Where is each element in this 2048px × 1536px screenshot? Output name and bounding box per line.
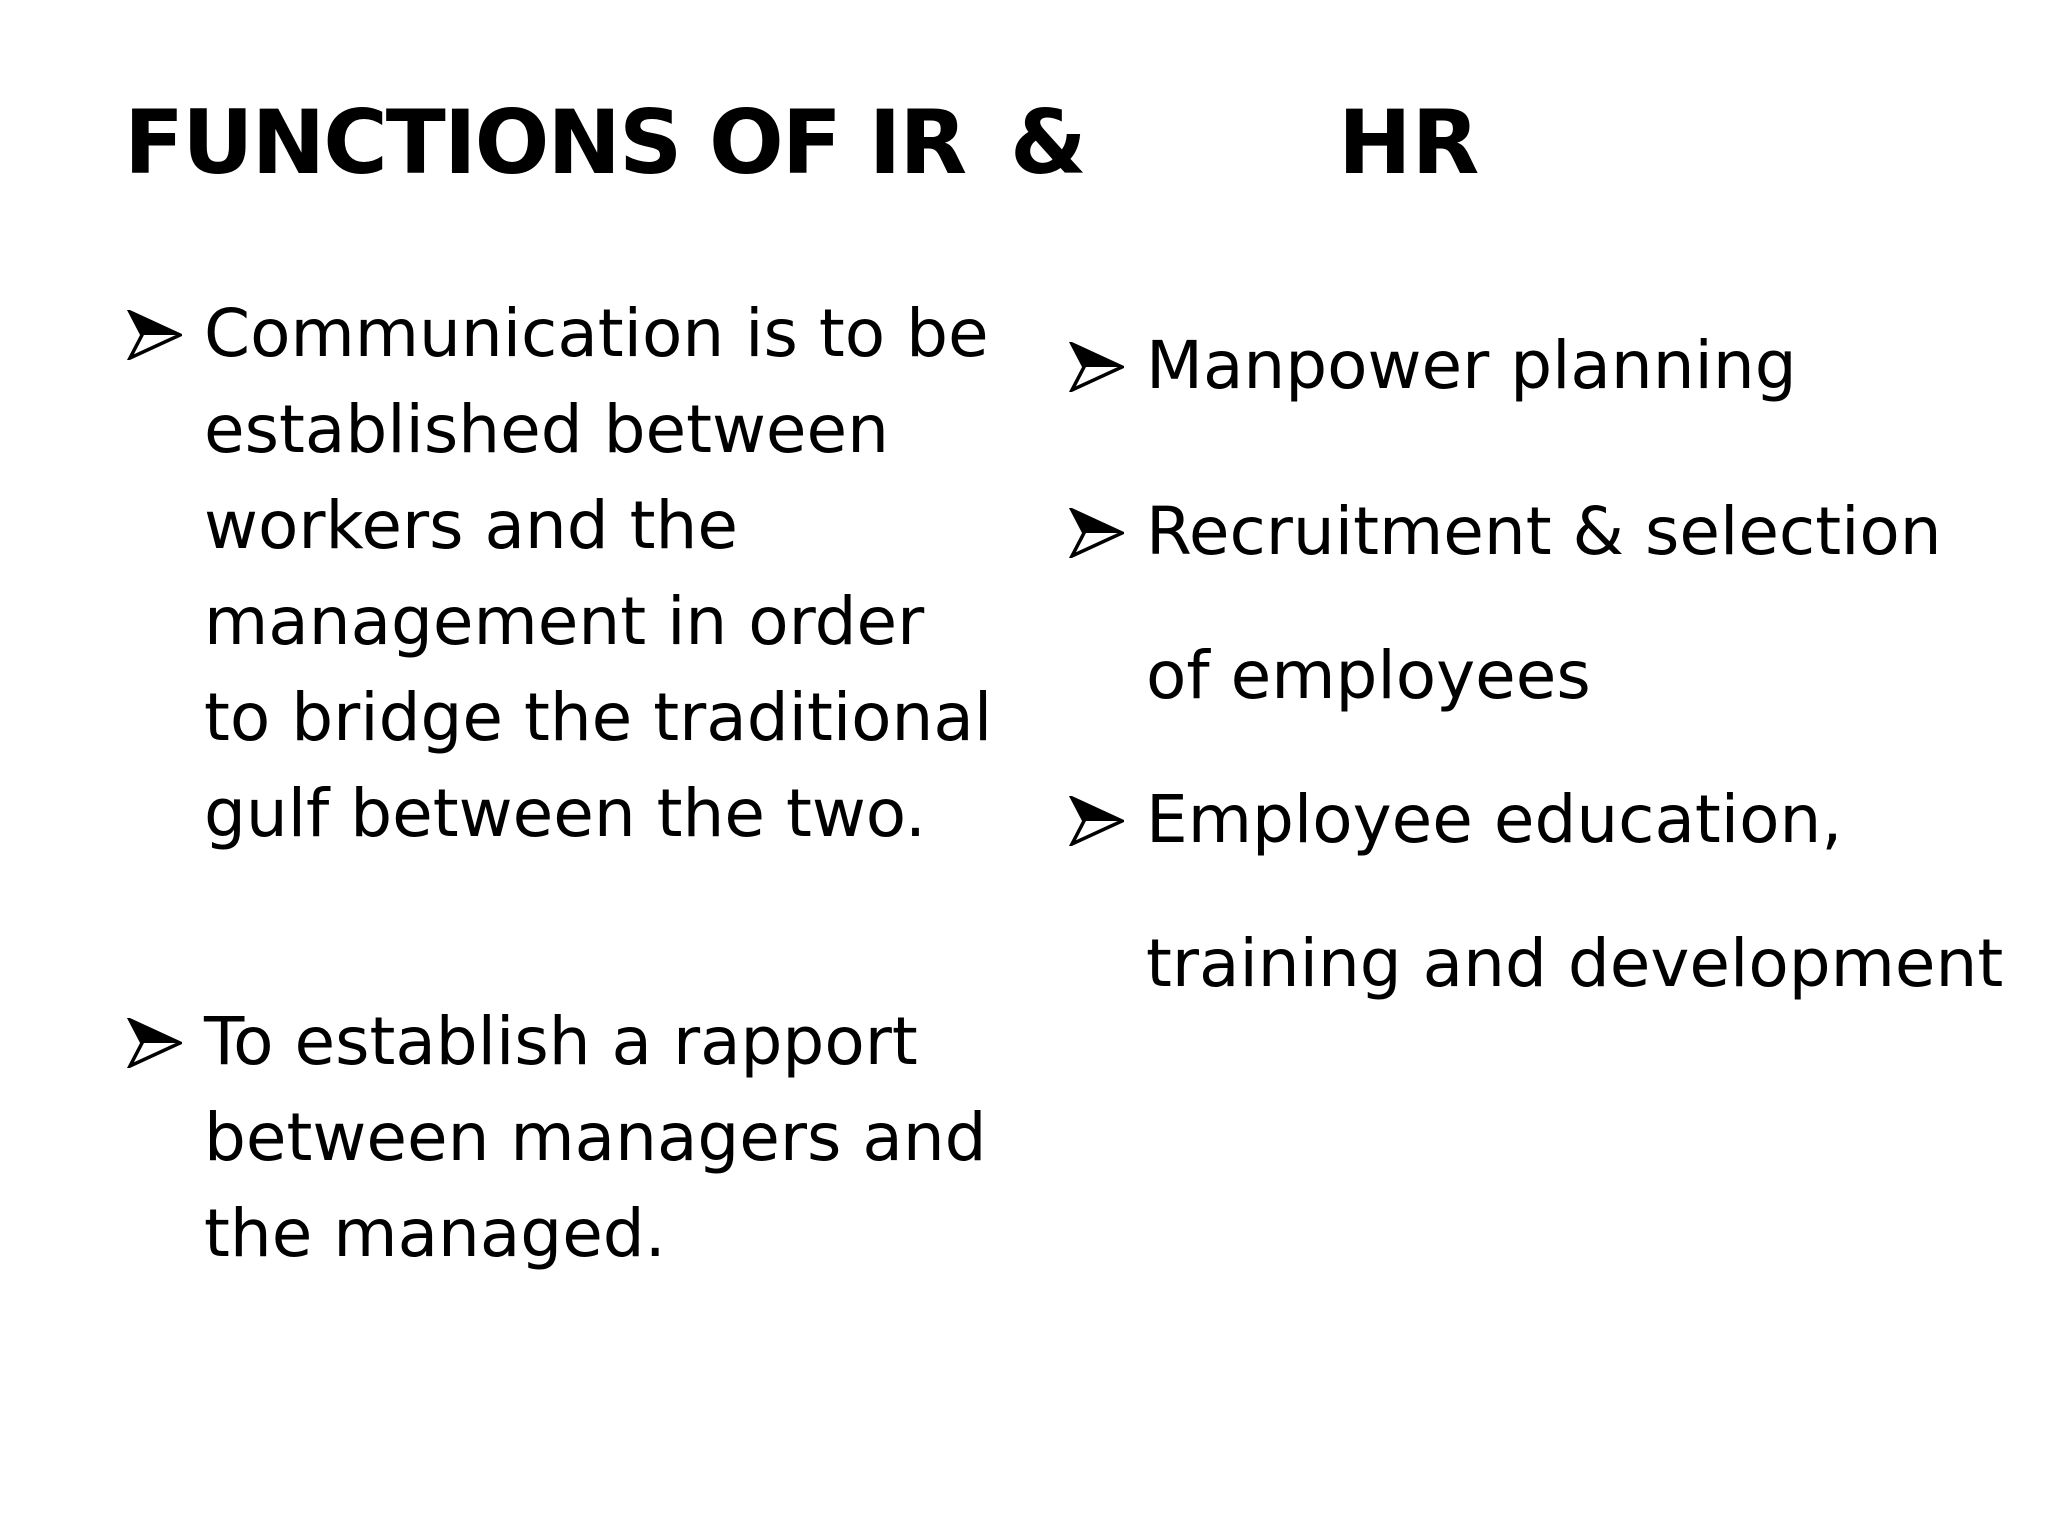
list-item [126,286,1006,862]
arrow-bullet-icon [126,1018,182,1068]
ir-function-text: Communication is to be established between workers and the management in order to bridge the traditional gulf between the two. [204,295,993,852]
hr-functions-list [1068,318,2008,1036]
title-ampersand: & [1010,91,1087,194]
hr-function-text: Recruitment & selection of employees [1146,493,1942,714]
ir-functions-list [126,286,1006,1282]
arrow-bullet-icon [126,310,182,360]
arrow-bullet-icon [1068,342,1124,392]
arrow-bullet-icon [1068,796,1124,846]
title-ir: FUNCTIONS OF IR [124,91,966,194]
arrow-bullet-icon [1068,508,1124,558]
list-item [1068,748,2008,1036]
list-item [1068,318,2008,414]
hr-function-text: Manpower planning [1146,327,1797,404]
list-item [1068,460,2008,748]
list-item [126,994,1006,1282]
title-hr: HR [1338,91,1480,194]
hr-function-text: Employee education, training and development [1146,781,2004,1002]
ir-function-text: To establish a rapport between managers and the managed. [204,1003,987,1272]
